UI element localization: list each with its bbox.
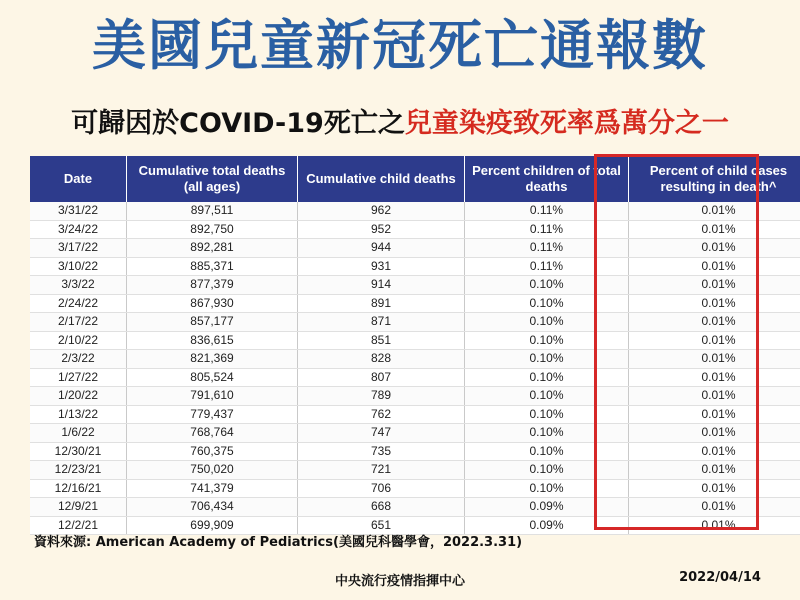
table-row — [30, 257, 800, 276]
cell-date: 1/20/22 — [30, 387, 127, 406]
cell-total-deaths: 805,524 — [127, 368, 298, 387]
table-row — [30, 405, 800, 424]
cell-date: 2/3/22 — [30, 350, 127, 369]
table-body — [30, 202, 800, 535]
header-child-deaths: Cumulative child deaths — [298, 156, 465, 202]
cell-percent-children: 0.10% — [465, 350, 629, 369]
cell-total-deaths: 892,750 — [127, 220, 298, 239]
cell-percent-death: 0.01% — [629, 461, 800, 480]
cell-percent-death: 0.01% — [629, 368, 800, 387]
cell-percent-death: 0.01% — [629, 479, 800, 498]
header-total-deaths: Cumulative total deaths (all ages) — [127, 156, 298, 202]
cell-total-deaths: 877,379 — [127, 276, 298, 295]
cell-total-deaths: 867,930 — [127, 294, 298, 313]
cell-date: 1/27/22 — [30, 368, 127, 387]
cell-date: 2/17/22 — [30, 313, 127, 332]
cell-date: 3/31/22 — [30, 202, 127, 220]
header-percent-death: Percent of child cases resulting in death^ — [629, 156, 800, 202]
cell-percent-death: 0.01% — [629, 294, 800, 313]
cell-percent-children: 0.10% — [465, 405, 629, 424]
cell-child-deaths: 944 — [298, 239, 465, 258]
cell-child-deaths: 721 — [298, 461, 465, 480]
cell-child-deaths: 735 — [298, 442, 465, 461]
cell-percent-death: 0.01% — [629, 313, 800, 332]
table-row — [30, 442, 800, 461]
cell-total-deaths: 760,375 — [127, 442, 298, 461]
cell-total-deaths: 779,437 — [127, 405, 298, 424]
table-header-row — [30, 156, 800, 202]
cell-child-deaths: 952 — [298, 220, 465, 239]
cell-percent-children: 0.11% — [465, 257, 629, 276]
cell-percent-death: 0.01% — [629, 239, 800, 258]
cell-percent-death: 0.01% — [629, 424, 800, 443]
source-citation: 資料來源: American Academy of Pediatrics(美國兒科醫學會，2022.3.31) — [34, 535, 523, 550]
cell-child-deaths: 851 — [298, 331, 465, 350]
cell-percent-death: 0.01% — [629, 202, 800, 220]
cell-percent-children: 0.10% — [465, 479, 629, 498]
table-row — [30, 424, 800, 443]
table-row — [30, 331, 800, 350]
cell-percent-death: 0.01% — [629, 257, 800, 276]
cell-date: 3/10/22 — [30, 257, 127, 276]
cell-date: 3/17/22 — [30, 239, 127, 258]
cell-date: 3/3/22 — [30, 276, 127, 295]
table-row — [30, 498, 800, 517]
cell-total-deaths: 791,610 — [127, 387, 298, 406]
cell-total-deaths: 768,764 — [127, 424, 298, 443]
cell-child-deaths: 962 — [298, 202, 465, 220]
cell-child-deaths: 828 — [298, 350, 465, 369]
cell-total-deaths: 821,369 — [127, 350, 298, 369]
cell-date: 12/16/21 — [30, 479, 127, 498]
cell-date: 3/24/22 — [30, 220, 127, 239]
cell-percent-children: 0.10% — [465, 368, 629, 387]
cell-total-deaths: 897,511 — [127, 202, 298, 220]
cell-percent-death: 0.01% — [629, 387, 800, 406]
cell-percent-children: 0.10% — [465, 424, 629, 443]
table-row — [30, 202, 800, 220]
cell-total-deaths: 885,371 — [127, 257, 298, 276]
cell-date: 12/2/21 — [30, 516, 127, 535]
cell-percent-death: 0.01% — [629, 331, 800, 350]
header-percent-children: Percent children of total deaths — [465, 156, 629, 202]
data-table-container — [30, 156, 788, 535]
table-row — [30, 239, 800, 258]
cell-date: 2/10/22 — [30, 331, 127, 350]
header-date: Date — [30, 156, 127, 202]
cell-percent-children: 0.10% — [465, 461, 629, 480]
cell-percent-death: 0.01% — [629, 276, 800, 295]
cell-total-deaths: 706,434 — [127, 498, 298, 517]
cell-date: 12/23/21 — [30, 461, 127, 480]
cell-percent-death: 0.01% — [629, 350, 800, 369]
table-row — [30, 313, 800, 332]
cell-child-deaths: 668 — [298, 498, 465, 517]
cell-total-deaths: 741,379 — [127, 479, 298, 498]
cell-percent-children: 0.10% — [465, 331, 629, 350]
table-row — [30, 294, 800, 313]
cell-total-deaths: 892,281 — [127, 239, 298, 258]
cell-percent-children: 0.10% — [465, 294, 629, 313]
footer-date: 2022/04/14 — [679, 570, 761, 585]
cell-percent-children: 0.10% — [465, 313, 629, 332]
table-row — [30, 220, 800, 239]
cell-child-deaths: 891 — [298, 294, 465, 313]
cell-percent-children: 0.11% — [465, 239, 629, 258]
cell-date: 12/30/21 — [30, 442, 127, 461]
table-row — [30, 350, 800, 369]
cell-date: 12/9/21 — [30, 498, 127, 517]
cell-percent-death: 0.01% — [629, 498, 800, 517]
subtitle-prefix: 可歸因於COVID-19死亡之 — [71, 108, 405, 139]
table-row — [30, 368, 800, 387]
cell-child-deaths: 651 — [298, 516, 465, 535]
cell-percent-children: 0.10% — [465, 442, 629, 461]
cell-child-deaths: 871 — [298, 313, 465, 332]
cell-percent-death: 0.01% — [629, 405, 800, 424]
cell-total-deaths: 857,177 — [127, 313, 298, 332]
table-row — [30, 276, 800, 295]
cell-total-deaths: 699,909 — [127, 516, 298, 535]
cell-percent-children: 0.09% — [465, 516, 629, 535]
cell-date: 2/24/22 — [30, 294, 127, 313]
cell-percent-death: 0.01% — [629, 516, 800, 535]
cell-date: 1/13/22 — [30, 405, 127, 424]
table-row — [30, 479, 800, 498]
table-row — [30, 461, 800, 480]
cell-percent-children: 0.11% — [465, 220, 629, 239]
cell-child-deaths: 914 — [298, 276, 465, 295]
cell-child-deaths: 706 — [298, 479, 465, 498]
cell-child-deaths: 931 — [298, 257, 465, 276]
cell-child-deaths: 762 — [298, 405, 465, 424]
page-title: 美國兒童新冠死亡通報數 — [92, 14, 708, 77]
cell-total-deaths: 836,615 — [127, 331, 298, 350]
subtitle-highlight: 兒童染疫致死率爲萬分之一 — [404, 108, 729, 139]
cell-percent-children: 0.11% — [465, 202, 629, 220]
cell-percent-children: 0.10% — [465, 387, 629, 406]
cell-total-deaths: 750,020 — [127, 461, 298, 480]
cell-child-deaths: 807 — [298, 368, 465, 387]
cell-date: 1/6/22 — [30, 424, 127, 443]
cell-percent-children: 0.10% — [465, 276, 629, 295]
table-row — [30, 387, 800, 406]
cell-child-deaths: 789 — [298, 387, 465, 406]
deaths-table — [30, 156, 800, 535]
cell-percent-children: 0.09% — [465, 498, 629, 517]
subtitle — [0, 104, 800, 144]
cell-percent-death: 0.01% — [629, 442, 800, 461]
cell-percent-death: 0.01% — [629, 220, 800, 239]
cell-child-deaths: 747 — [298, 424, 465, 443]
footer-organization: 中央流行疫情指揮中心 — [334, 574, 465, 589]
